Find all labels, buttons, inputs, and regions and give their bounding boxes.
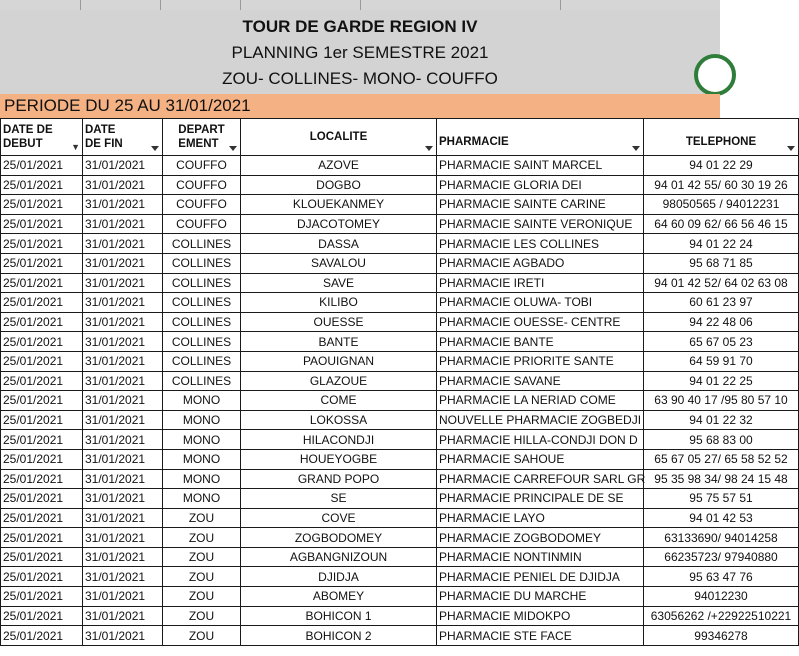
column-localite: LOCALITE — [241, 119, 437, 156]
pharmacie-cell[interactable]: PHARMACIE PRIORITE SANTE — [437, 351, 644, 371]
departement-cell[interactable]: COLLINES — [163, 312, 241, 332]
departement-cell[interactable]: MONO — [163, 391, 241, 411]
table-row — [1, 175, 799, 195]
column-telephone: TELEPHONE — [644, 119, 799, 156]
date-fin-cell[interactable]: 31/01/2021 — [83, 332, 163, 352]
dropdown-arrow-icon[interactable] — [632, 146, 640, 151]
departement-cell[interactable]: COUFFO — [163, 195, 241, 215]
telephone-cell[interactable]: 94 01 42 53 — [644, 508, 799, 528]
telephone-cell[interactable]: 95 75 57 51 — [644, 489, 799, 509]
pharmacie-cell[interactable]: PHARMACIE OLUWA- TOBI — [437, 293, 644, 313]
pharmacie-cell[interactable]: PHARMACIE SAHOUE — [437, 449, 644, 469]
dropdown-arrow-icon[interactable] — [229, 146, 237, 151]
date-fin-cell[interactable]: 31/01/2021 — [83, 547, 163, 567]
departement-cell[interactable]: MONO — [163, 489, 241, 509]
table-header-row — [1, 119, 799, 156]
date-fin-cell[interactable]: 31/01/2021 — [83, 312, 163, 332]
localite-cell[interactable]: SE — [241, 489, 437, 509]
pharmacie-cell[interactable]: PHARMACIE BANTE — [437, 332, 644, 352]
departement-cell[interactable]: MONO — [163, 469, 241, 489]
departement-cell[interactable]: COUFFO — [163, 156, 241, 176]
table-row — [1, 606, 799, 626]
localite-cell[interactable]: ZOGBODOMEY — [241, 528, 437, 548]
table-row — [1, 449, 799, 469]
pharmacie-cell[interactable]: PHARMACIE ZOGBODOMEY — [437, 528, 644, 548]
logo-circle-icon — [694, 54, 736, 96]
date-fin-cell[interactable]: 31/01/2021 — [83, 449, 163, 469]
telephone-cell[interactable]: 94 01 42 52/ 64 02 63 08 — [644, 273, 799, 293]
dropdown-arrow-icon[interactable] — [787, 146, 795, 151]
pharmacie-cell[interactable]: PHARMACIE SAINTE VERONIQUE — [437, 214, 644, 234]
departement-cell[interactable]: ZOU — [163, 606, 241, 626]
pharmacie-cell[interactable]: PHARMACIE LA NERIAD COME — [437, 391, 644, 411]
departement-cell[interactable]: COUFFO — [163, 214, 241, 234]
date-fin-cell[interactable]: 31/01/2021 — [83, 410, 163, 430]
date-debut-cell[interactable]: 25/01/2021 — [1, 391, 83, 411]
date-fin-cell[interactable]: 31/01/2021 — [83, 391, 163, 411]
localite-cell[interactable]: BANTE — [241, 332, 437, 352]
date-fin-cell[interactable]: 31/01/2021 — [83, 508, 163, 528]
departement-cell[interactable]: COLLINES — [163, 253, 241, 273]
date-fin-cell[interactable]: 31/01/2021 — [83, 587, 163, 607]
localite-cell[interactable]: SAVE — [241, 273, 437, 293]
pharmacie-cell[interactable]: PHARMACIE LES COLLINES — [437, 234, 644, 254]
telephone-cell[interactable]: 64 60 09 62/ 66 56 46 15 — [644, 214, 799, 234]
column-departement: DEPART EMENT — [163, 119, 241, 156]
localite-cell[interactable]: KILIBO — [241, 293, 437, 313]
departement-cell[interactable]: COLLINES — [163, 332, 241, 352]
date-fin-cell[interactable]: 31/01/2021 — [83, 430, 163, 450]
telephone-cell[interactable]: 94 01 42 55/ 60 30 19 26 — [644, 175, 799, 195]
date-debut-cell[interactable]: 25/01/2021 — [1, 351, 83, 371]
date-fin-cell[interactable]: 31/01/2021 — [83, 567, 163, 587]
telephone-cell[interactable]: 66235723/ 97940880 — [644, 547, 799, 567]
pharmacie-cell[interactable]: PHARMACIE SAINT MARCEL — [437, 156, 644, 176]
date-debut-cell[interactable]: 25/01/2021 — [1, 508, 83, 528]
date-fin-cell[interactable]: 31/01/2021 — [83, 293, 163, 313]
table-row — [1, 626, 799, 646]
departement-cell[interactable]: ZOU — [163, 587, 241, 607]
date-debut-cell[interactable]: 25/01/2021 — [1, 371, 83, 391]
date-debut-cell[interactable]: 25/01/2021 — [1, 312, 83, 332]
telephone-cell[interactable]: 63056262 /+22922510221 — [644, 606, 799, 626]
localite-cell[interactable]: BOHICON 1 — [241, 606, 437, 626]
departement-cell[interactable]: ZOU — [163, 567, 241, 587]
telephone-cell[interactable]: 94 01 22 25 — [644, 371, 799, 391]
date-fin-cell[interactable]: 31/01/2021 — [83, 351, 163, 371]
date-fin-cell[interactable]: 31/01/2021 — [83, 253, 163, 273]
localite-cell[interactable]: GRAND POPO — [241, 469, 437, 489]
date-debut-cell[interactable]: 25/01/2021 — [1, 214, 83, 234]
date-fin-cell[interactable]: 31/01/2021 — [83, 489, 163, 509]
document-title: TOUR DE GARDE REGION IV — [242, 17, 478, 36]
date-debut-cell[interactable]: 25/01/2021 — [1, 253, 83, 273]
dropdown-arrow-icon[interactable] — [425, 146, 433, 151]
date-debut-cell[interactable]: 25/01/2021 — [1, 528, 83, 548]
date-debut-cell[interactable]: 25/01/2021 — [1, 606, 83, 626]
date-debut-cell[interactable]: 25/01/2021 — [1, 273, 83, 293]
localite-cell[interactable]: DOGBO — [241, 175, 437, 195]
telephone-cell[interactable]: 63133690/ 94014258 — [644, 528, 799, 548]
localite-cell[interactable]: OUESSE — [241, 312, 437, 332]
telephone-cell[interactable]: 94 01 22 24 — [644, 234, 799, 254]
date-fin-cell[interactable]: 31/01/2021 — [83, 234, 163, 254]
table-row — [1, 371, 799, 391]
date-fin-cell[interactable]: 31/01/2021 — [83, 371, 163, 391]
table-row — [1, 156, 799, 176]
departement-cell[interactable]: ZOU — [163, 626, 241, 646]
date-debut-cell[interactable]: 25/01/2021 — [1, 156, 83, 176]
table-row — [1, 214, 799, 234]
table-row — [1, 234, 799, 254]
table-row — [1, 410, 799, 430]
telephone-cell[interactable]: 98050565 / 94012231 — [644, 195, 799, 215]
localite-cell[interactable]: HOUEYOGBE — [241, 449, 437, 469]
pharmacie-cell[interactable]: PHARMACIE NONTINMIN — [437, 547, 644, 567]
telephone-cell[interactable]: 95 68 83 00 — [644, 430, 799, 450]
localite-cell[interactable]: AGBANGNIZOUN — [241, 547, 437, 567]
localite-cell[interactable]: BOHICON 2 — [241, 626, 437, 646]
date-debut-cell[interactable]: 25/01/2021 — [1, 626, 83, 646]
table-row — [1, 332, 799, 352]
date-fin-cell[interactable]: 31/01/2021 — [83, 626, 163, 646]
date-debut-cell[interactable]: 25/01/2021 — [1, 449, 83, 469]
localite-cell[interactable]: COME — [241, 391, 437, 411]
telephone-cell[interactable]: 95 63 47 76 — [644, 567, 799, 587]
telephone-cell[interactable]: 95 35 98 34/ 98 24 15 48 — [644, 469, 799, 489]
telephone-cell[interactable]: 94 01 22 32 — [644, 410, 799, 430]
pharmacie-cell[interactable]: PHARMACIE MIDOKPO — [437, 606, 644, 626]
pharmacy-duty-table — [0, 118, 799, 646]
date-debut-cell[interactable]: 25/01/2021 — [1, 567, 83, 587]
date-debut-cell[interactable]: 25/01/2021 — [1, 332, 83, 352]
telephone-cell[interactable]: 60 61 23 97 — [644, 293, 799, 313]
telephone-cell[interactable]: 95 68 71 85 — [644, 253, 799, 273]
table-row — [1, 273, 799, 293]
column-pharmacie: PHARMACIE — [437, 119, 644, 156]
telephone-cell[interactable]: 94 01 22 29 — [644, 156, 799, 176]
localite-cell[interactable]: GLAZOUE — [241, 371, 437, 391]
table-row — [1, 253, 799, 273]
table-row — [1, 547, 799, 567]
document-regions: ZOU- COLLINES- MONO- COUFFO — [222, 69, 498, 88]
date-fin-cell[interactable]: 31/01/2021 — [83, 156, 163, 176]
departement-cell[interactable]: COUFFO — [163, 175, 241, 195]
date-debut-cell[interactable]: 25/01/2021 — [1, 234, 83, 254]
pharmacie-cell[interactable]: PHARMACIE HILLA-CONDJI DON D — [437, 430, 644, 450]
table-row — [1, 312, 799, 332]
localite-cell[interactable]: HILACONDJI — [241, 430, 437, 450]
telephone-cell[interactable]: 63 90 40 17 /95 80 57 10 — [644, 391, 799, 411]
pharmacie-cell[interactable]: PHARMACIE SAVANE — [437, 371, 644, 391]
date-fin-cell[interactable]: 31/01/2021 — [83, 469, 163, 489]
date-debut-cell[interactable]: 25/01/2021 — [1, 469, 83, 489]
date-fin-cell[interactable]: 31/01/2021 — [83, 273, 163, 293]
column-date-debut: DATE DE DEBUT ▼ — [1, 119, 83, 156]
departement-cell[interactable]: COLLINES — [163, 351, 241, 371]
telephone-cell[interactable]: 64 59 91 70 — [644, 351, 799, 371]
date-fin-cell[interactable]: 31/01/2021 — [83, 606, 163, 626]
document-subtitle: PLANNING 1er SEMESTRE 2021 — [231, 43, 489, 62]
column-date-fin: DATE DE FIN — [83, 119, 163, 156]
table-row — [1, 489, 799, 509]
localite-cell[interactable]: LOKOSSA — [241, 410, 437, 430]
period-banner: PERIODE DU 25 AU 31/01/2021 — [0, 94, 720, 118]
pharmacie-cell[interactable]: PHARMACIE PENIEL DE DJIDJA — [437, 567, 644, 587]
date-fin-cell[interactable]: 31/01/2021 — [83, 175, 163, 195]
table-row — [1, 195, 799, 215]
departement-cell[interactable]: COLLINES — [163, 293, 241, 313]
pharmacie-cell[interactable]: PHARMACIE SAINTE CARINE — [437, 195, 644, 215]
pharmacie-cell[interactable]: PHARMACIE AGBADO — [437, 253, 644, 273]
pharmacie-cell[interactable]: PHARMACIE DU MARCHE — [437, 587, 644, 607]
localite-cell[interactable]: KLOUEKANMEY — [241, 195, 437, 215]
localite-cell[interactable]: DJACOTOMEY — [241, 214, 437, 234]
table-row — [1, 469, 799, 489]
date-debut-cell[interactable]: 25/01/2021 — [1, 293, 83, 313]
pharmacie-cell[interactable]: PHARMACIE CARREFOUR SARL GR — [437, 469, 644, 489]
localite-cell[interactable]: SAVALOU — [241, 253, 437, 273]
pharmacie-cell[interactable]: PHARMACIE PRINCIPALE DE SE — [437, 489, 644, 509]
pharmacie-cell[interactable]: PHARMACIE STE FACE — [437, 626, 644, 646]
telephone-cell[interactable]: 65 67 05 27/ 65 58 52 52 — [644, 449, 799, 469]
localite-cell[interactable]: COVE — [241, 508, 437, 528]
date-debut-cell[interactable]: 25/01/2021 — [1, 410, 83, 430]
dropdown-arrow-icon[interactable] — [151, 146, 159, 151]
telephone-cell[interactable]: 94012230 — [644, 587, 799, 607]
departement-cell[interactable]: COLLINES — [163, 234, 241, 254]
telephone-cell[interactable]: 99346278 — [644, 626, 799, 646]
departement-cell[interactable]: MONO — [163, 410, 241, 430]
localite-cell[interactable]: DASSA — [241, 234, 437, 254]
date-debut-cell[interactable]: 25/01/2021 — [1, 195, 83, 215]
table-row — [1, 567, 799, 587]
table-row — [1, 293, 799, 313]
pharmacie-cell[interactable]: PHARMACIE LAYO — [437, 508, 644, 528]
table-row — [1, 391, 799, 411]
pharmacie-cell[interactable]: PHARMACIE OUESSE- CENTRE — [437, 312, 644, 332]
date-debut-cell[interactable]: 25/01/2021 — [1, 430, 83, 450]
date-fin-cell[interactable]: 31/01/2021 — [83, 528, 163, 548]
departement-cell[interactable]: MONO — [163, 449, 241, 469]
date-debut-cell[interactable]: 25/01/2021 — [1, 587, 83, 607]
document-header — [0, 10, 720, 94]
departement-cell[interactable]: COLLINES — [163, 273, 241, 293]
localite-cell[interactable]: ABOMEY — [241, 587, 437, 607]
date-debut-cell[interactable]: 25/01/2021 — [1, 489, 83, 509]
localite-cell[interactable]: PAOUIGNAN — [241, 351, 437, 371]
telephone-cell[interactable]: 94 22 48 06 — [644, 312, 799, 332]
table-row — [1, 528, 799, 548]
localite-cell[interactable]: DJIDJA — [241, 567, 437, 587]
telephone-cell[interactable]: 65 67 05 23 — [644, 332, 799, 352]
departement-cell[interactable]: ZOU — [163, 547, 241, 567]
table-row — [1, 587, 799, 607]
departement-cell[interactable]: MONO — [163, 430, 241, 450]
pharmacie-cell[interactable]: PHARMACIE GLORIA DEI — [437, 175, 644, 195]
date-fin-cell[interactable]: 31/01/2021 — [83, 214, 163, 234]
pharmacie-cell[interactable]: NOUVELLE PHARMACIE ZOGBEDJI — [437, 410, 644, 430]
date-debut-cell[interactable]: 25/01/2021 — [1, 175, 83, 195]
departement-cell[interactable]: ZOU — [163, 528, 241, 548]
date-fin-cell[interactable]: 31/01/2021 — [83, 195, 163, 215]
table-body — [1, 156, 799, 646]
localite-cell[interactable]: AZOVE — [241, 156, 437, 176]
departement-cell[interactable]: ZOU — [163, 508, 241, 528]
date-debut-cell[interactable]: 25/01/2021 — [1, 547, 83, 567]
pharmacie-cell[interactable]: PHARMACIE IRETI — [437, 273, 644, 293]
table-row — [1, 351, 799, 371]
departement-cell[interactable]: COLLINES — [163, 371, 241, 391]
filter-icon[interactable]: ▼ — [71, 142, 80, 152]
table-row — [1, 508, 799, 528]
table-row — [1, 430, 799, 450]
